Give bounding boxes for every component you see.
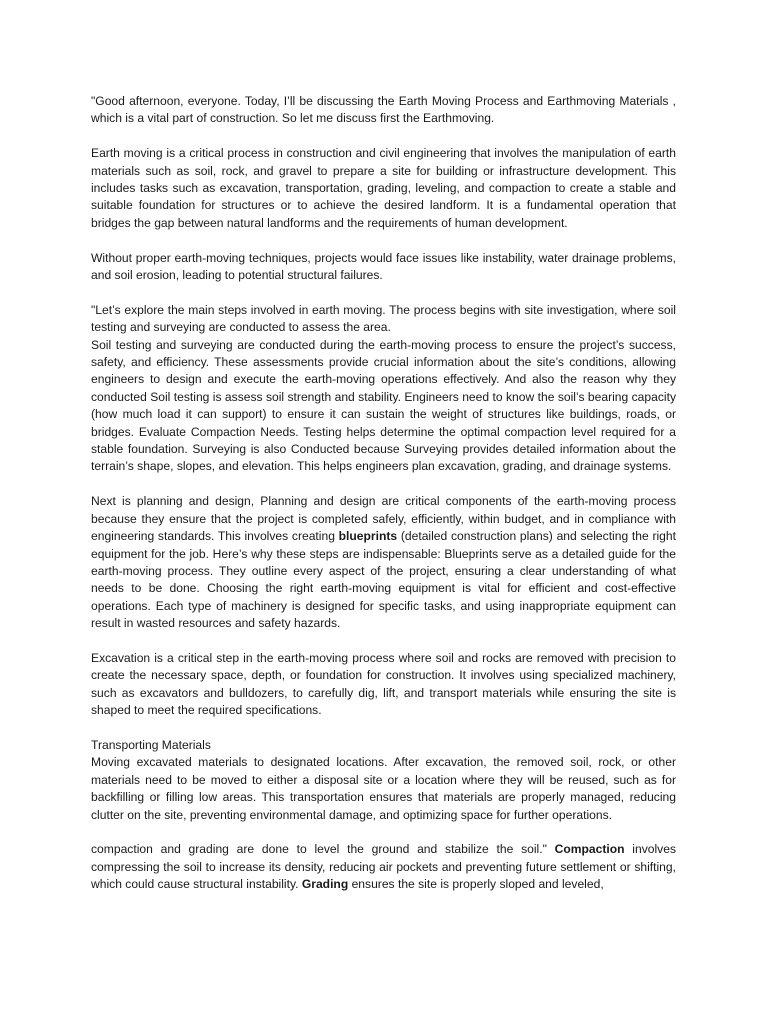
grading-bold: Grading <box>301 877 349 892</box>
blueprints-bold: blueprints <box>338 529 398 544</box>
transporting-heading: Transporting Materials <box>91 737 211 752</box>
compaction-text-a: compaction and grading are done to level the ground and stabilize the soil." <box>91 842 555 857</box>
planning-design-paragraph <box>91 493 676 632</box>
compaction-text-b: involves compressing the soil to increase its density, reducing air pockets and preventing future settlement or shifting, which could cause structural instability. <box>91 842 676 892</box>
planning-text-a: Next is planning and design, Planning and design are critical components of the earth-moving process because they ensure that the project is completed safely, efficiently, within budget, and in compliance with engineering standards. This involves creating <box>91 494 676 544</box>
main-steps-paragraph: "Let’s explore the main steps involved in earth moving. The process begins with site investigation, where soil testing and surveying are conducted to assess the area. <box>91 302 676 335</box>
without-proper-techniques-paragraph: Without proper earth-moving techniques, projects would face issues like instability, water drainage problems, and soil erosion, leading to potential structural failures. <box>91 250 676 283</box>
excavation-paragraph: Excavation is a critical step in the earth-moving process where soil and rocks are removed with precision to create the necessary space, depth, or foundation for construction. It involves using specialized machinery, such as excavators and bulldozers, to carefully dig, lift, and transport materials while ensuring the site is shaped to meet the required specifications. <box>91 650 676 718</box>
planning-text-b: (detailed construction plans) and selecting the right equipment for the job. Here’s why these steps are indispensable: Blueprints serve as a detailed guide for the earth-moving process. They outline every aspect of the project, ensuring a clear understanding of what needs to be done. Choosing the right earth-moving equipment is vital for efficient and cost-effective operations. Each type of machinery is designed for specific tasks, and using inappropriate equipment can result in wasted resources and safety hazards. <box>91 529 676 631</box>
soil-testing-paragraph: Soil testing and surveying are conducted during the earth-moving process to ensure the project’s success, safety, and efficiency. These assessments provide crucial information about the site’s conditions, allowing engineers to design and execute the earth-moving operations effectively. And also the reason why they conducted Soil testing is assess soil strength and stability. Engineers need to know the soil’s bearing capacity (how much load it can support) to ensure it can sustain the weight of structures like buildings, roads, or bridges. Evaluate Compaction Needs. Testing helps determine the optimal compaction level required for a stable foundation. Surveying is also Conducted because Surveying provides detailed information about the terrain’s shape, slopes, and elevation. This helps engineers plan excavation, grading, and drainage systems. <box>91 337 676 474</box>
compaction-grading-paragraph <box>91 841 676 893</box>
document-page <box>91 93 676 911</box>
compaction-bold: Compaction <box>554 842 625 857</box>
intro-paragraph: "Good afternoon, everyone. Today, I’ll be discussing the Earth Moving Process and Earthmoving Materials , which is a vital part of construction. So let me discuss first the Earthmoving. <box>91 94 676 126</box>
transporting-paragraph: Moving excavated materials to designated locations. After excavation, the removed soil, rock, or other materials need to be moved to either a disposal site or a location where they will be reused, such as for backfilling or filling low areas. This transportation ensures that materials are properly managed, reducing clutter on the site, preventing environmental damage, and optimizing space for further operations. <box>91 755 676 822</box>
compaction-text-c: ensures the site is properly sloped and leveled, <box>348 877 604 892</box>
earth-moving-definition-paragraph: Earth moving is a critical process in construction and civil engineering that involves the manipulation of earth materials such as soil, rock, and gravel to prepare a site for building or infrastructure development. This includes tasks such as excavation, transportation, grading, leveling, and compaction to create a stable and suitable foundation for structures or to achieve the desired landform. It is a fundamental operation that bridges the gap between natural landforms and the requirements of human development. <box>91 146 676 230</box>
